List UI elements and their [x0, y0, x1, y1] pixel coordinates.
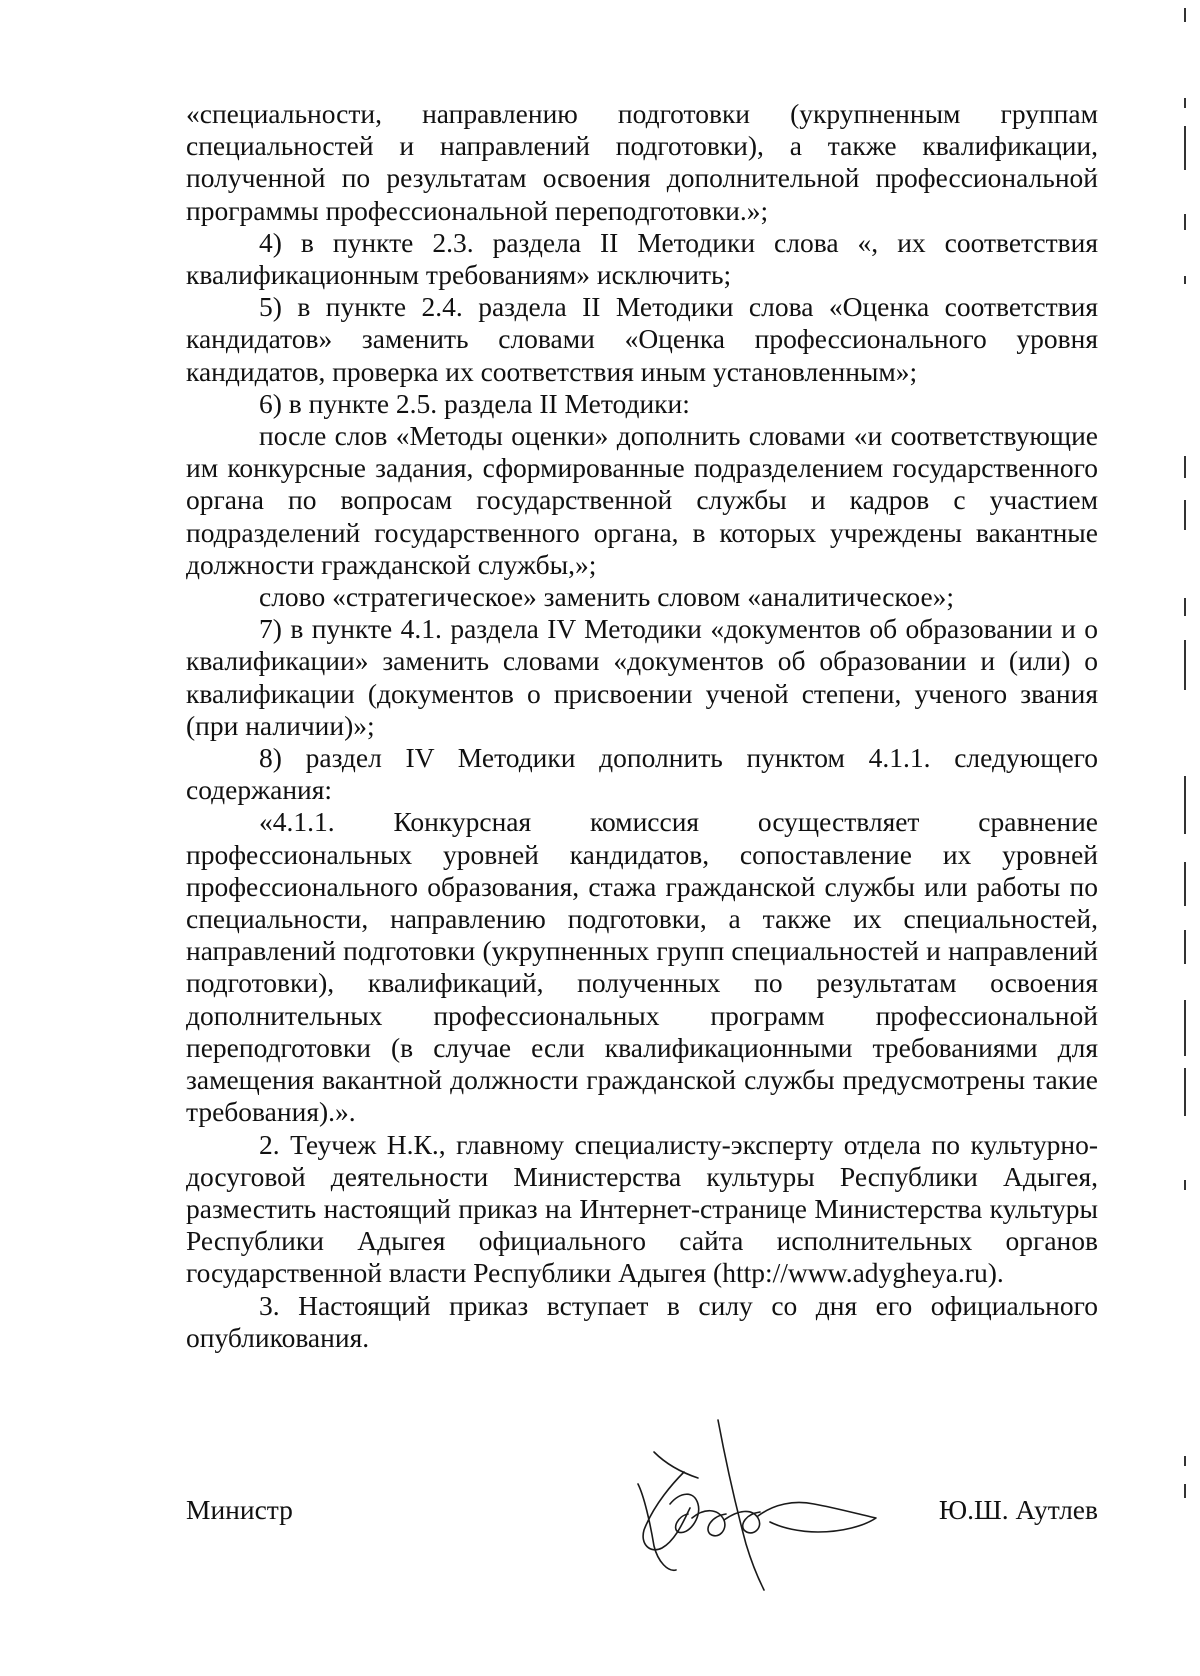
scan-mark — [1184, 598, 1186, 616]
signature-block — [186, 1446, 1098, 1606]
scan-mark — [1184, 862, 1186, 906]
paragraph-continuation: «специальности, направлению подготовки (укрупненным группам специальностей и направлений подготовки), а также квалификации, полученной по результатам освоения дополнительной профессиональной программы профессиональной переподготовки.»; — [186, 98, 1098, 226]
scan-mark — [1184, 1068, 1186, 1116]
paragraph-item-8: 8) раздел IV Методики дополнить пунктом 4.1.1. следующего содержания: — [186, 742, 1098, 806]
scan-mark — [1184, 8, 1186, 22]
scan-mark — [1184, 640, 1186, 690]
scan-mark — [1184, 930, 1186, 964]
paragraph-section-3: 3. Настоящий приказ вступает в силу со дня его официального опубликования. — [186, 1289, 1098, 1353]
signatory-title: Министр — [186, 1494, 293, 1525]
paragraph-item-4-1-1: «4.1.1. Конкурсная комиссия осуществляет сравнение профессиональных уровней кандидатов, сопоставление их уровней профессионального образования, стажа гражданской службы или работы по специальности, направлению подготовки, а также их специальностей, направлений подготовки (укрупненных групп специальностей и направлений подготовки), квалификаций, полученных по результатам освоения дополнительных профессиональных программ профессиональной переподготовки (в случае если квалификационными требованиями для замещения вакантной должности гражданской службы предусмотрены такие требования).». — [186, 806, 1098, 1128]
scan-edge-marks — [1176, 0, 1196, 1676]
signatory-name: Ю.Ш. Аутлев — [938, 1494, 1098, 1525]
scan-mark — [1184, 1484, 1186, 1498]
paragraph-item-6: 6) в пункте 2.5. раздела II Методики: — [259, 387, 690, 419]
paragraph-item-6-sub-1: после слов «Методы оценки» дополнить словами «и соответствующие им конкурсные задания, сформированные подразделением государственного органа по вопросам государственной службы и кадров с участием подразделений государственного органа, в которых учреждены вакантные должности гражданской службы,»; — [186, 420, 1098, 580]
scan-mark — [1184, 276, 1186, 284]
scan-mark — [1184, 98, 1186, 108]
paragraph-item-7: 7) в пункте 4.1. раздела IV Методики «документов об образовании и о квалификации» заменить словами «документов об образовании и (или) о квалификации (документов о присвоении ученой степени, ученого звания (при наличии)»; — [186, 613, 1098, 741]
paragraph-item-4: 4) в пункте 2.3. раздела II Методики слова «, их соответствия квалификационным требованиям» исключить; — [186, 226, 1098, 291]
scan-mark — [1184, 456, 1186, 478]
paragraph-section-2: 2. Теучеж Н.К., главному специалисту-эксперту отдела по культурно-досуговой деятельности Министерства культуры Республики Адыгея, разместить настоящий приказ на Интернет-странице Министерства культуры Республики Адыгея официального сайта исполнительных органов государственной власти Республики Адыгея (http://www.adygheya.ru). — [186, 1128, 1098, 1289]
paragraph-item-5: 5) в пункте 2.4. раздела II Методики слова «Оценка соответствия кандидатов» заменить словами «Оценка профессионального уровня кандидатов, проверка их соответствия иным установленным»; — [186, 291, 1098, 387]
scan-mark — [1184, 126, 1186, 170]
paragraph-item-6-sub-2: слово «стратегическое» заменить словом «аналитическое»; — [259, 581, 955, 613]
scan-mark — [1184, 1180, 1186, 1190]
scan-mark — [1184, 214, 1186, 230]
scan-mark — [1184, 1456, 1186, 1466]
scan-mark — [1184, 776, 1186, 834]
scan-mark — [1184, 500, 1186, 530]
document-body — [186, 98, 1098, 1354]
scan-mark — [1184, 1000, 1186, 1056]
handwritten-signature — [614, 1412, 884, 1592]
